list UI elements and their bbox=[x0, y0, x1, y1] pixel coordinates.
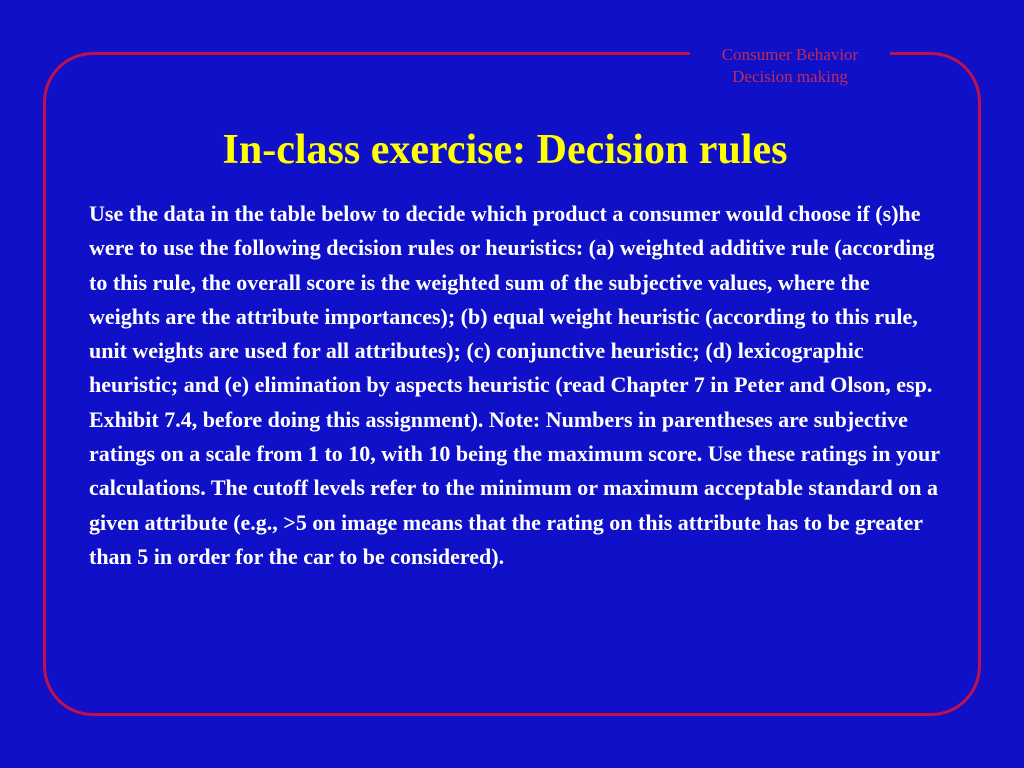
course-header bbox=[690, 44, 890, 88]
course-name: Consumer Behavior bbox=[721, 45, 859, 64]
course-topic: Decision making bbox=[732, 67, 848, 86]
exercise-instructions: Use the data in the table below to decide which product a consumer would choose if (s)he were to use the following decision rules or heuristics: (a) weighted additive rule (according to this rule, the overall score is the weighted sum of the subjective values, where the weights are the attribute importances); (b) equal weight heuristic (according to this rule, unit weights are used for all attributes); (c) conjunctive heuristic; (d) lexicographic heuristic; and (e) elimination by aspects heuristic (read Chapter 7 in Peter and Olson, esp. Exhibit 7.4, before doing this assignment). Note: Numbers in parentheses are subjective ratings on a scale from 1 to 10, with 10 being the maximum score. Use these ratings in your calculations. The cutoff levels refer to the minimum or maximum acceptable standard on a given attribute (e.g., >5 on image means that the rating on this attribute has to be greater than 5 in order for the car to be considered). bbox=[89, 201, 940, 569]
slide-title: In-class exercise: Decision rules bbox=[222, 127, 788, 173]
